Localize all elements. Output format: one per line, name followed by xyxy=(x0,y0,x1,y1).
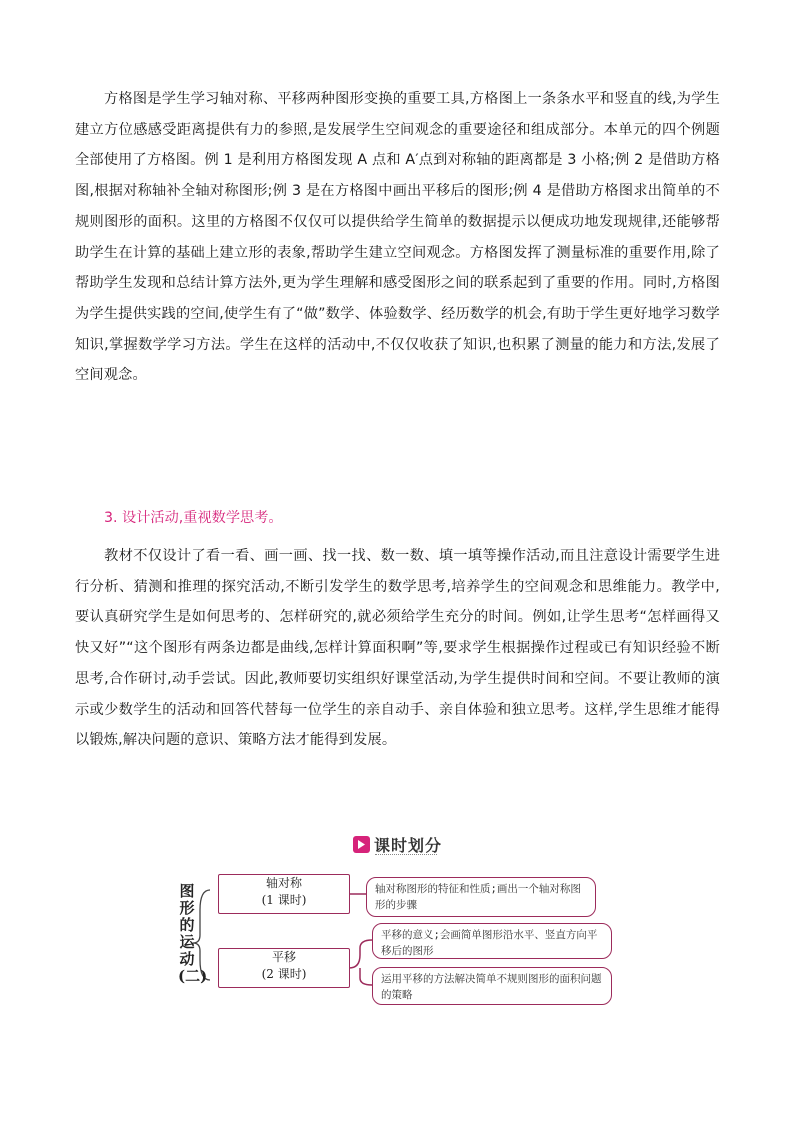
topic1-name: 轴对称 xyxy=(265,876,302,890)
paragraph-grid-diagram: 方格图是学生学习轴对称、平移两种图形变换的重要工具,方格图上一条条水平和竖直的线,为学生建立方位感感受距离提供有力的参照,是发展学生空间观念的重要途径和组成部分。本单元的四个例题全部使用了方格图。例 1 是利用方格图发现 A 点和 A′点到对称轴的距离都是 3 小格;例 2 是借助方格图,根据对称轴补全轴对称图形;例 3 是在方格图中画出平移后的图形;例 4 是借助方格图求出简单的不规则图形的面积。这里的方格图不仅仅可以提供给学生简单的数据提示以便成功地发现规律,还能够帮助学生在计算的基础上建立形的表象,帮助学生建立空间观念。方格图发挥了测量标准的重要作用,除了帮助学生发现和总结计算方法外,更为学生理解和感受图形之间的联系起到了重要的作用。同时,方格图为学生提供实践的空间,使学生有了“做”数学、体验数学、经历数学的机会,有助于学生更好地学习数学知识,掌握数学学习方法。学生在这样的活动中,不仅仅收获了知识,也积累了测量的能力和方法,发展了空间观念。 xyxy=(75,91,721,384)
section-heading-3: 3. 设计活动,重视数学思考。 xyxy=(104,510,283,526)
topic-box-axial-symmetry xyxy=(218,874,350,914)
topic2-name: 平移 xyxy=(271,950,296,964)
topic-box-translation xyxy=(218,948,350,988)
detail-translation-meaning: 平移的意义;会画简单图形沿水平、竖直方向平移后的图形 xyxy=(372,923,612,959)
topic2-hours: (2 课时) xyxy=(261,967,307,981)
topic-side-label: 图形的运动(二) xyxy=(178,882,208,985)
lesson-division-title-text: 课时划分 xyxy=(374,835,443,855)
paragraph-design-activities: 教材不仅设计了看一看、画一画、找一找、数一数、填一填等操作活动,而且注意设计需要学生进行分析、猜测和推理的探究活动,不断引发学生的数学思考,培养学生的空间观念和思维能力。教学中,要认真研究学生是如何思考的、怎样研究的,就必须给学生充分的时间。例如,让学生思考“怎样画得又快又好”“这个图形有两条边都是曲线,怎样计算面积啊”等,要求学生根据操作过程或已有知识经验不断思考,合作研讨,动手尝试。因此,教师要切实组织好课堂活动,为学生提供时间和空间。不要让教师的演示或少数学生的活动和回答代替每一位学生的亲自动手、亲自体验和独立思考。这样,学生思维才能得以锻炼,解决问题的意识、策略方法才能得到发展。 xyxy=(75,548,720,749)
detail-axial-symmetry: 轴对称图形的特征和性质;画出一个轴对称图形的步骤 xyxy=(366,877,596,917)
topic1-hours: (1 课时) xyxy=(261,893,307,907)
detail-translation-area: 运用平移的方法解决简单不规则图形的面积问题的策略 xyxy=(372,967,612,1005)
